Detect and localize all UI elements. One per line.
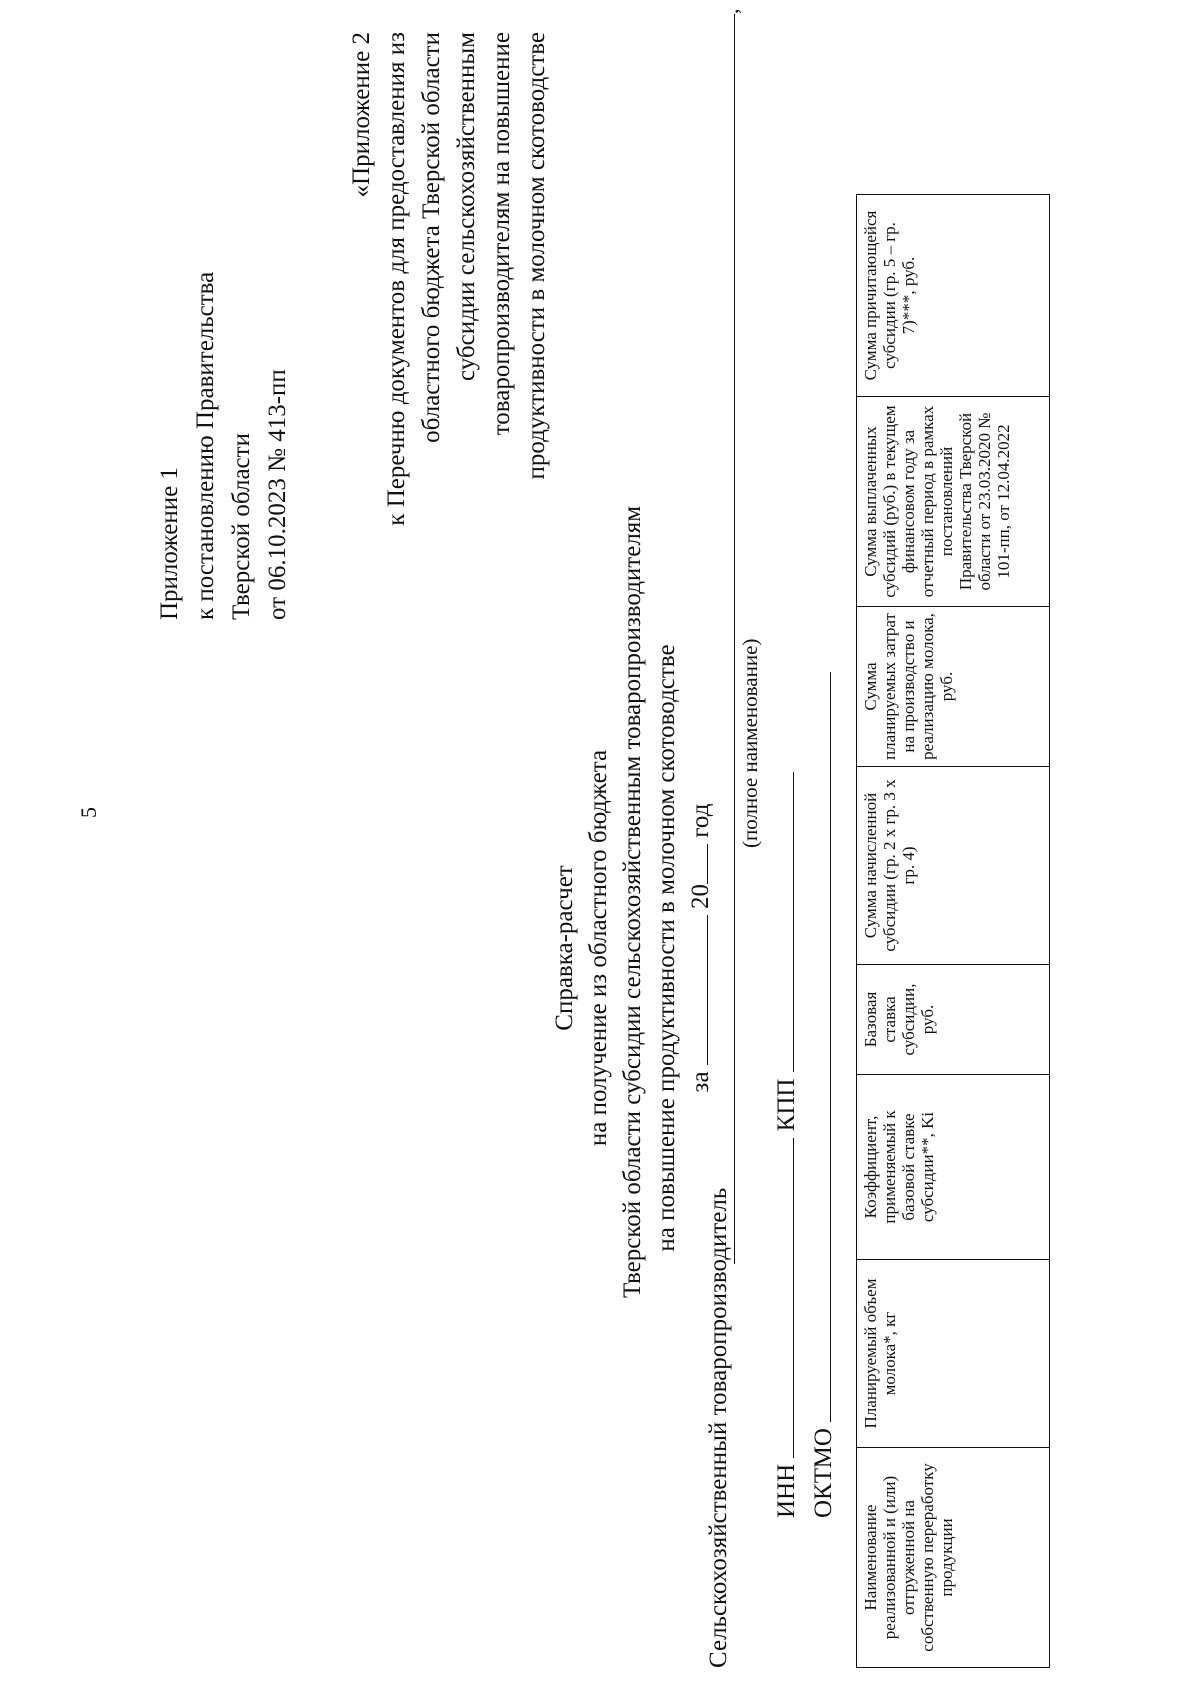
table-header-cell: Коэффициент, применяемый к базовой ставке субсидии**, Ki — [857, 1075, 1050, 1260]
full-name-note: (полное наименование) — [738, 638, 762, 848]
title-line: на повышение продуктивности в молочном скотоводстве — [653, 644, 680, 1252]
appendix-2-line: областного бюджета Тверской области — [418, 32, 445, 443]
inn-kpp-row — [773, 772, 801, 1518]
table-header-cell: Сумма причитающейся субсидии (гр. 5 – гр. 7)***, руб. — [857, 195, 1050, 397]
table-header-cell: Сумма начисленной субсидии (гр. 2 х гр. 3 х гр. 4) — [857, 767, 1050, 965]
appendix-1-line: от 06.10.2023 № 413-пп — [264, 369, 291, 620]
period-suffix: год — [687, 803, 714, 838]
period-year-prefix: 20 — [687, 883, 714, 909]
appendix-2-block — [344, 32, 554, 682]
table-header-row — [857, 195, 1050, 1668]
oktmo-line[interactable] — [830, 672, 831, 1422]
table-header-cell: Сумма планируемых затрат на производство и реализацию молока, руб. — [857, 607, 1050, 767]
table-header-cell: Планируемый объем молока*, кг — [857, 1260, 1050, 1448]
period-prefix: за — [687, 1071, 714, 1093]
title-heading: Справка-расчет — [551, 865, 578, 1031]
title-line: на получение из областного бюджета — [585, 749, 612, 1147]
appendix-2-line: «Приложение 2 — [348, 32, 375, 198]
document-title — [548, 505, 718, 1298]
producer-name-line[interactable] — [734, 14, 735, 1264]
appendix-2-line: субсидии сельскохозяйственным — [453, 32, 480, 382]
oktmo-label: ОКТМО — [810, 1428, 837, 1518]
producer-label: Сельскохозяйственный товаропроизводитель — [705, 1187, 732, 1668]
appendix-1-line: Приложение 1 — [156, 467, 183, 620]
producer-comma: , — [718, 8, 743, 14]
kpp-line[interactable] — [793, 772, 794, 1072]
appendix-1-block — [152, 272, 296, 620]
calculation-table — [856, 194, 1050, 1668]
table-header-cell: Сумма выплаченных субсидий (руб.) в текущем финансовом году за отчетный период в рамках постановлений Правительства Тверской области от 23.03.2020 № 101-пп, от 12.04.2022 — [857, 397, 1050, 607]
appendix-2-line: продуктивности в молочном скотоводстве — [523, 32, 550, 480]
inn-line[interactable] — [793, 1138, 794, 1458]
table-header-cell: Базовая ставка субсидии, руб. — [857, 965, 1050, 1075]
inn-label: ИНН — [773, 1463, 800, 1518]
oktmo-row — [810, 672, 838, 1518]
title-line: Тверской области субсидии сельскохозяйственным товаропроизводителям — [619, 505, 646, 1298]
kpp-label: КПП — [773, 1078, 800, 1132]
appendix-1-line: к постановлению Правительства — [192, 271, 219, 620]
table-header-cell: Наименование реализованной и (или) отгруженной на собственную переработку продукции — [857, 1448, 1050, 1668]
year-blank[interactable] — [707, 844, 708, 884]
appendix-2-line: товаропроизводителям на повышение — [488, 32, 515, 436]
page-number: 5 — [76, 807, 101, 818]
appendix-1-line: Тверской области — [228, 433, 255, 620]
appendix-2-line: к Перечню документов для предоставления из — [383, 32, 410, 526]
period-blank[interactable] — [707, 915, 708, 1065]
